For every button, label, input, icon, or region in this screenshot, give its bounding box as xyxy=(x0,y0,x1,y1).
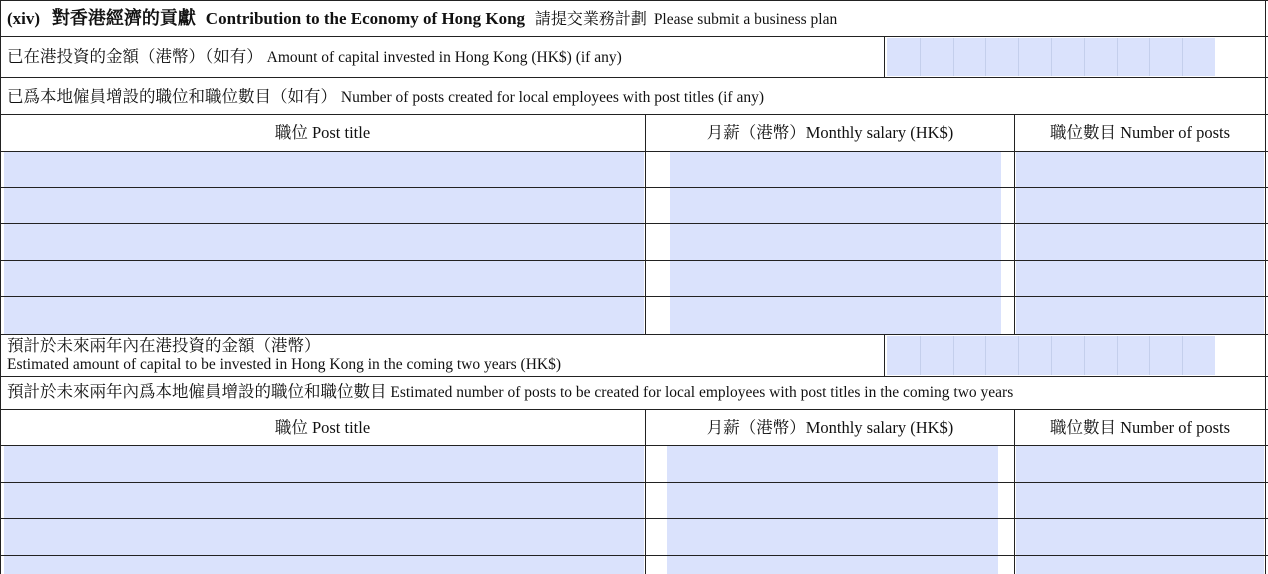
section-title-en: Contribution to the Economy of Hong Kong xyxy=(205,9,526,28)
rule xyxy=(645,114,646,335)
est-post-title-input-2[interactable] xyxy=(4,483,644,518)
post-title-input-1[interactable] xyxy=(4,152,644,187)
col-header-post-title: 職位 Post title xyxy=(274,123,371,142)
posts-created-label-en: Number of posts created for local employees with post titles (if any) xyxy=(340,89,764,106)
rule xyxy=(0,114,1268,115)
posts-created-label-zh: 已爲本地僱員增設的職位和職位數目（如有） xyxy=(7,87,337,106)
est-monthly-salary-input-2[interactable] xyxy=(667,483,998,518)
post-title-input-3[interactable] xyxy=(4,224,644,260)
number-of-posts-input-2[interactable] xyxy=(1016,188,1264,223)
number-of-posts-input-3[interactable] xyxy=(1016,224,1264,260)
estimated-posts-label-zh: 預計於未來兩年內爲本地僱員增設的職位和職位數目 xyxy=(7,382,387,401)
est-monthly-salary-input-3[interactable] xyxy=(667,519,998,555)
est-number-of-posts-input-4[interactable] xyxy=(1016,556,1264,574)
rule xyxy=(0,36,1268,37)
rule xyxy=(645,409,646,574)
col-header-monthly-salary: 月薪（港幣）Monthly salary (HK$) xyxy=(706,123,954,142)
rule xyxy=(0,0,1268,1)
section-note-zh: 請提交業務計劃 xyxy=(534,11,647,28)
rule xyxy=(884,36,885,77)
right-border xyxy=(1265,0,1266,574)
post-title-input-4[interactable] xyxy=(4,261,644,296)
number-of-posts-input-1[interactable] xyxy=(1016,152,1264,187)
est-post-title-input-1[interactable] xyxy=(4,446,644,482)
capital-invested-label xyxy=(7,48,622,67)
monthly-salary-input-3[interactable] xyxy=(670,224,1001,260)
monthly-salary-input-5[interactable] xyxy=(670,297,1001,334)
est-number-of-posts-input-2[interactable] xyxy=(1016,483,1264,518)
rule xyxy=(0,77,1268,78)
est-monthly-salary-input-1[interactable] xyxy=(667,446,998,482)
rule xyxy=(884,334,885,376)
section-title-zh: 對香港經濟的貢獻 xyxy=(51,8,196,28)
rule xyxy=(0,376,1268,377)
section-number: (xiv) xyxy=(7,9,41,28)
post-title-input-5[interactable] xyxy=(4,297,644,334)
est-number-of-posts-input-3[interactable] xyxy=(1016,519,1264,555)
left-border xyxy=(0,0,1,574)
estimated-posts-label-en: Estimated number of posts to be created for local employees with post titles in the coming two years xyxy=(390,384,1014,401)
estimated-posts-label xyxy=(7,383,1013,402)
col-header-number-of-posts-2: 職位數目 Number of posts xyxy=(1049,418,1231,437)
rule xyxy=(0,334,1268,335)
est-post-title-input-4[interactable] xyxy=(4,556,644,574)
est-monthly-salary-input-4[interactable] xyxy=(667,556,998,574)
col-header-monthly-salary-2: 月薪（港幣）Monthly salary (HK$) xyxy=(706,418,954,437)
est-number-of-posts-input-1[interactable] xyxy=(1016,446,1264,482)
estimated-capital-input[interactable] xyxy=(887,336,1215,375)
rule xyxy=(0,409,1268,410)
number-of-posts-input-5[interactable] xyxy=(1016,297,1264,334)
post-title-input-2[interactable] xyxy=(4,188,644,223)
capital-invested-input[interactable] xyxy=(887,38,1215,76)
estimated-capital-label-zh: 預計於未來兩年內在港投資的金額（港幣） xyxy=(7,336,321,355)
capital-invested-label-zh: 已在港投資的金額（港幣）（如有） xyxy=(7,47,263,66)
posts-created-label xyxy=(7,88,764,107)
number-of-posts-input-4[interactable] xyxy=(1016,261,1264,296)
estimated-capital-label-en: Estimated amount of capital to be invested in Hong Kong in the coming two years (HK$) xyxy=(7,356,562,373)
col-header-post-title-2: 職位 Post title xyxy=(274,418,371,437)
section-note-en: Please submit a business plan xyxy=(653,11,838,28)
col-header-number-of-posts: 職位數目 Number of posts xyxy=(1049,123,1231,142)
est-post-title-input-3[interactable] xyxy=(4,519,644,555)
section-heading xyxy=(7,9,837,29)
capital-invested-label-en: Amount of capital invested in Hong Kong (HK$) (if any) xyxy=(266,49,622,66)
rule xyxy=(1014,114,1015,335)
monthly-salary-input-4[interactable] xyxy=(670,261,1001,296)
monthly-salary-input-1[interactable] xyxy=(670,152,1001,187)
monthly-salary-input-2[interactable] xyxy=(670,188,1001,223)
rule xyxy=(1014,409,1015,574)
